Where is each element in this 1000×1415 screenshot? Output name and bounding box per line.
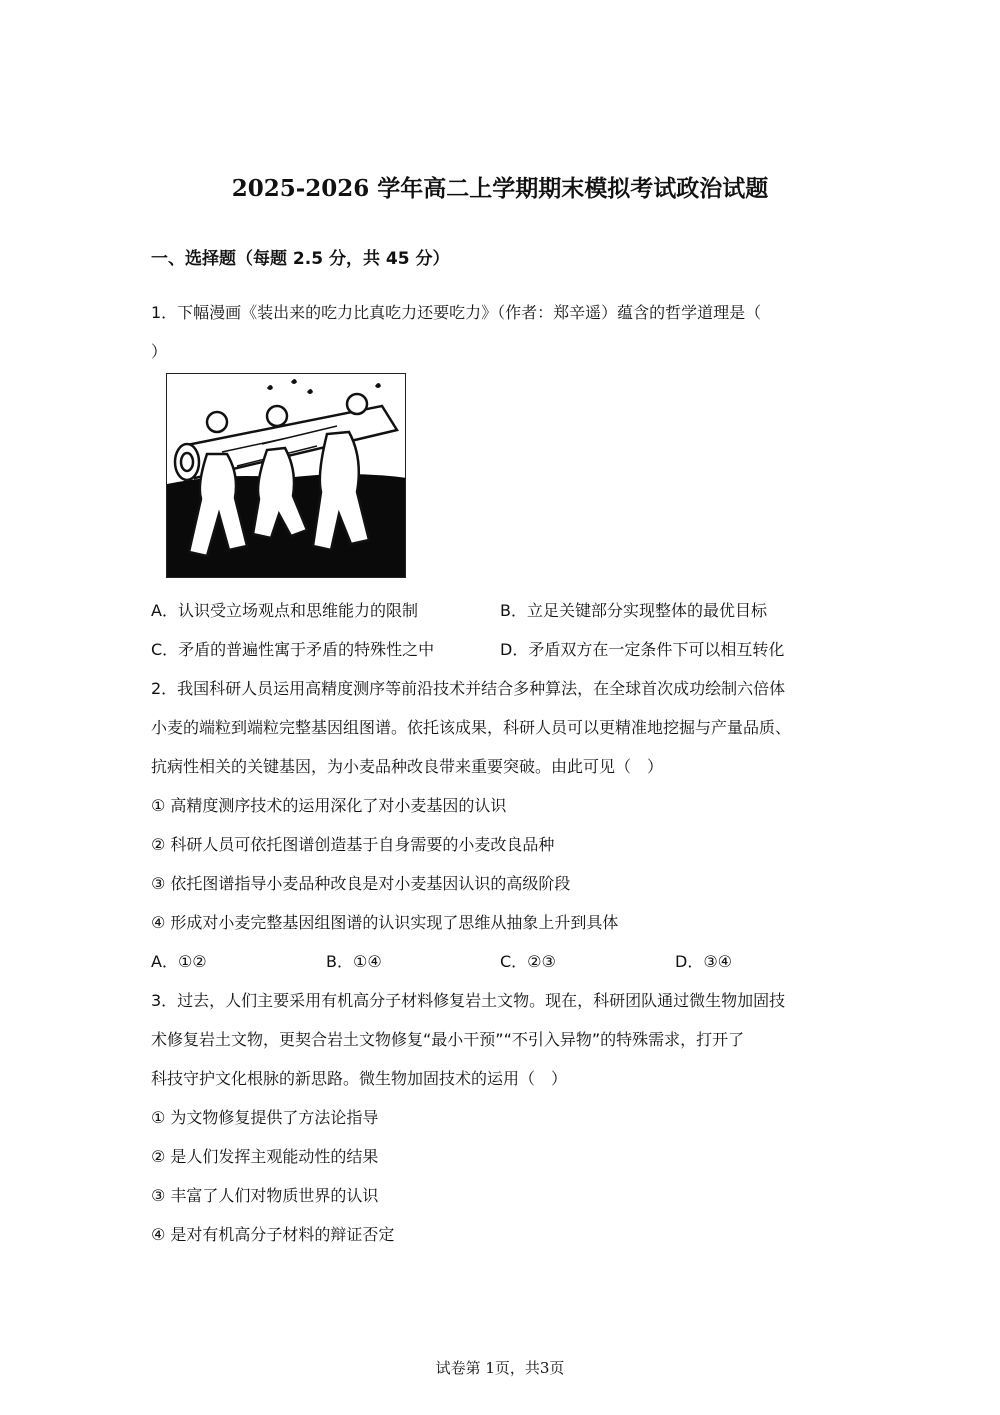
- q2-item-4: ④ 形成对小麦完整基因组图谱的认识实现了思维从抽象上升到具体: [151, 913, 619, 932]
- q2-item-2: ② 科研人员可依托图谱创造基于自身需要的小麦改良品种: [151, 835, 555, 854]
- q1-stem-line2: ）: [151, 342, 168, 361]
- q2-item-1: ① 高精度测序技术的运用深化了对小麦基因的认识: [151, 796, 507, 815]
- q3-stem-line3: 科技守护文化根脉的新思路。微生物加固技术的运用（ ）: [151, 1069, 568, 1088]
- q3-item-4: ④ 是对有机高分子材料的辩证否定: [151, 1225, 395, 1244]
- q1-option-c: C．矛盾的普遍性寓于矛盾的特殊性之中: [151, 640, 435, 659]
- q2-item-3: ③ 依托图谱指导小麦品种改良是对小麦基因认识的高级阶段: [151, 874, 571, 893]
- q2-option-d: D．③④: [675, 952, 733, 971]
- page-footer: 试卷第 1页，共3页: [435, 1359, 565, 1377]
- q3-item-2: ② 是人们发挥主观能动性的结果: [151, 1147, 379, 1166]
- section-heading: 一、选择题（每题 2.5 分，共 45 分）: [151, 249, 450, 269]
- q2-option-a: A．①②: [151, 952, 207, 971]
- q2-option-c: C．②③: [500, 952, 556, 971]
- q2-stem-line2: 小麦的端粒到端粒完整基因组图谱。依托该成果，科研人员可以更精准地挖掘与产量品质、: [151, 718, 792, 737]
- exam-title: 2025-2026 学年高二上学期期末模拟考试政治试题: [231, 175, 769, 202]
- cartoon-image: [166, 373, 406, 578]
- q2-option-b: B．①④: [326, 952, 382, 971]
- q2-stem-line1: 2．我国科研人员运用高精度测序等前沿技术并结合多种算法，在全球首次成功绘制六倍体: [151, 679, 786, 698]
- cartoon-drawing: [167, 374, 406, 578]
- q1-stem-line1: 1．下幅漫画《装出来的吃力比真吃力还要吃力》（作者：郑辛遥）蕴含的哲学道理是（: [151, 303, 762, 322]
- q2-stem-line3: 抗病性相关的关键基因，为小麦品种改良带来重要突破。由此可见（ ）: [151, 757, 664, 776]
- q1-option-b: B．立足关键部分实现整体的最优目标: [500, 601, 767, 620]
- q3-item-3: ③ 丰富了人们对物质世界的认识: [151, 1186, 379, 1205]
- q1-option-a: A．认识受立场观点和思维能力的限制: [151, 601, 418, 620]
- q3-item-1: ① 为文物修复提供了方法论指导: [151, 1108, 379, 1127]
- q1-option-d: D．矛盾双方在一定条件下可以相互转化: [500, 640, 785, 659]
- q3-stem-line1: 3．过去，人们主要采用有机高分子材料修复岩土文物。现在，科研团队通过微生物加固技: [151, 991, 786, 1010]
- q3-stem-line2: 术修复岩土文物，更契合岩土文物修复“最小干预”“不引入异物”的特殊需求，打开了: [151, 1030, 745, 1049]
